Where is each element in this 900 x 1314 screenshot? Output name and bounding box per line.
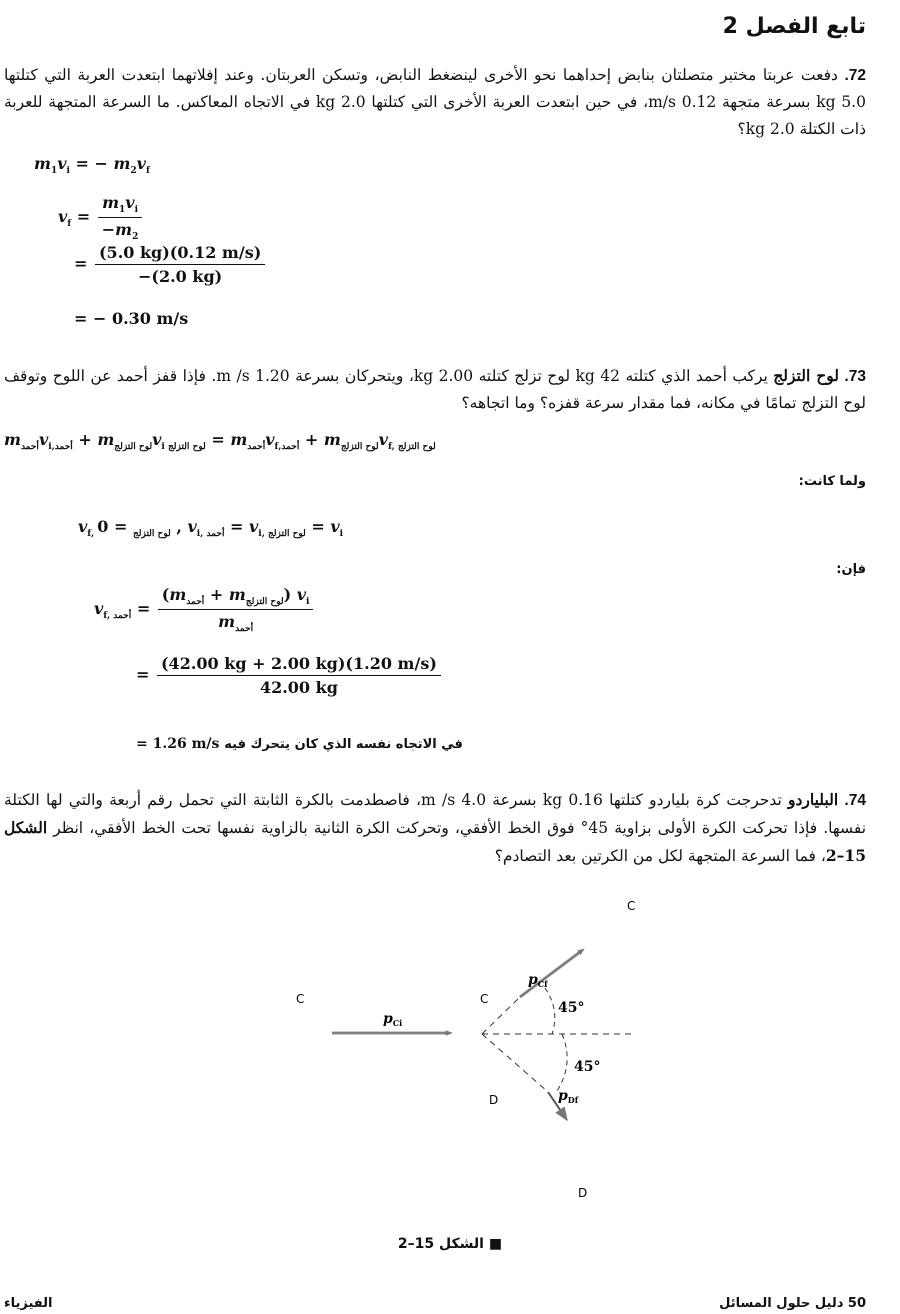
problem-74-text [4,786,866,870]
eq73-conservation: $m_{أحمد}v_{i,أحمد} + m_{لوح التزلج}v_{i لوح التزلج} = m_{أحمد}v_{f,أحمد} + m_{لوح التزلج}v_{f, لوح التزلج}$ [4,430,436,452]
down-reference-line [482,1034,548,1092]
since-label: ولما كانت: [798,474,866,489]
problem-72-text [4,62,866,143]
label-c-mid: C [480,992,489,1006]
eq72-solve: $v_f$ = $\frac{m_1v_i}{-m_2}$ [58,193,144,242]
label-c-top: C [627,899,636,913]
figure-reference: الشكل 15–2 [4,818,866,865]
label-d-bottom: D [578,1186,588,1200]
problem-72-number: 72. [844,67,866,84]
label-d-mid: D [489,1093,499,1107]
angle-arc-bottom [555,1034,567,1094]
problem-74-body-end: ، فما السرعة المتجهة لكل من الكرتين بعد التصادم؟ [494,847,826,865]
eq73-result: = 1.26 m/s في الاتجاه نفسه الذي كان يتحرك فيه [136,736,463,752]
problem-73-number: 73. [844,368,866,385]
angle-label-bottom: 45° [574,1059,601,1075]
label-p-cf: $p_{Cf}$ [528,972,548,989]
eq72-momentum: $m_1v_i$ = − $m_2v_f$ [34,154,150,176]
problem-73-term: لوح التزلج [773,366,839,385]
then-label: فإن: [836,562,866,577]
angle-label-top: 45° [558,1000,585,1016]
footer-subject: الفيزياء [4,1296,53,1311]
figure-caption: ■ الشكل 15–2 [397,1236,503,1252]
problem-73-text [4,362,866,417]
problem-72-body: دفعت عربتا مختبر متصلتان بنابض إحداهما نحو الأخرى لينضغط النابض، وتسكن العربتان. وعند إفلاتهما ابتعدت العربة التي كتلتها 5.0 kg بسرعة متجهة 0.12 m/s، في حين ابتعدت العربة الأخرى التي كتلتها 2.0 kg في الاتجاه المعاكس. ما السرعة المتجهة للعربة ذات الكتلة 2.0 kg؟ [4,66,866,138]
page-title: تابع الفصل 2 [722,14,866,39]
eq73-substitute: = $\frac{(42.00 kg + 2.00 kg)(1.20 m/s)}{42.00 kg}$ [136,654,443,697]
problem-74-body: تدحرجت كرة بلياردو كتلتها 0.16 kg بسرعة 4.0 m /s، فاصطدمت بالكرة الثابتة التي تحمل رقم أربعة والتي لها الكتلة نفسها. فإذا تحركت الكرة الأولى بزاوية 45° فوق الخط الأفقي، وتحركت الكرة الثانية بالزاوية نفسها تحت الخط الأفقي، انظر [4,791,867,837]
label-c-left: C [296,992,305,1006]
label-p-df: $p_{Df}$ [558,1088,579,1105]
problem-73-body: يركب أحمد الذي كتلته 42 kg لوح تزلج كتلته 2.00 kg، ويتحركان بسرعة 1.20 m /s. فإذا قفز أحمد عن اللوح وتوقف لوح التزلج تمامًا في مكانه، فما مقدار سرعة قفزه؟ وما اتجاهه؟ [4,367,866,412]
eq72-result: = − 0.30 m/s [74,309,189,328]
eq73-solve: $v_{f, أحمد}$ = $\frac{(m_{أحمد} + m_{لوح التزلج}) v_i}{m_{أحمد}}$ [94,585,315,634]
label-p-ci: $p_{Ci}$ [383,1011,403,1028]
footer-page: 50 دليل حلول المسائل [719,1296,866,1311]
collision-diagram [0,880,900,1220]
angle-arc-top [545,988,555,1034]
eq73-conditions: $v_{f, لوح التزلج} = 0$ , $v_{i, أحمد} = v_{i, لوح التزلج} = v_i$ [78,517,344,539]
eq72-substitute: = $\frac{(5.0 kg)(0.12 m/s)}{-(2.0 kg)}$ [74,243,267,286]
problem-74-number: 74. [844,792,866,809]
problem-74-term: البلياردو [788,790,839,809]
